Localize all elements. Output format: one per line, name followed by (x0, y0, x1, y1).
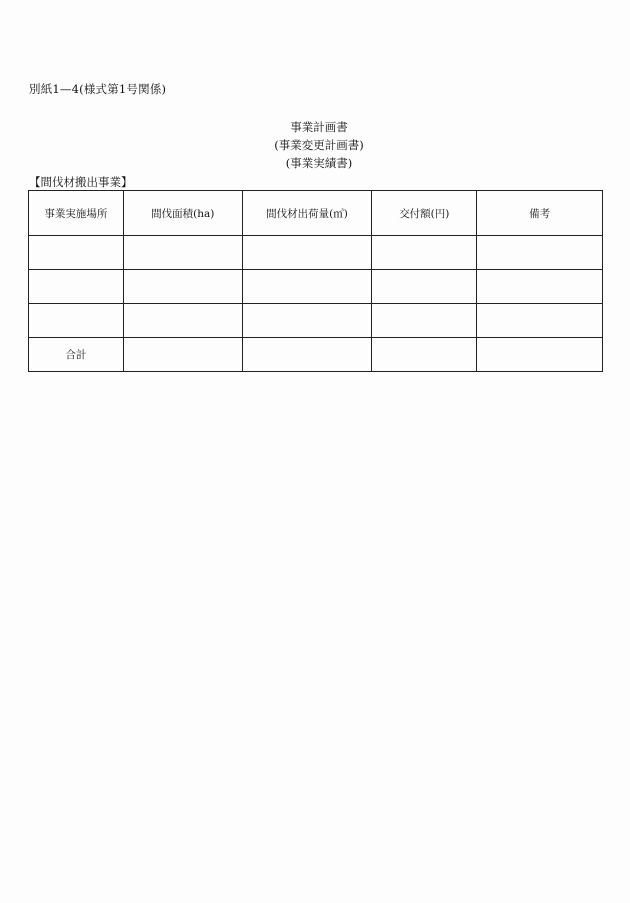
table-cell[interactable] (242, 304, 372, 338)
project-table (28, 190, 603, 372)
header-grant-amount: 交付額(円) (372, 191, 477, 236)
table-row (29, 236, 603, 270)
total-label: 合計 (29, 338, 124, 372)
table-cell[interactable] (29, 270, 124, 304)
form-reference-label: 別紙1—4(様式第1号関係) (29, 82, 167, 96)
table-cell[interactable] (123, 304, 242, 338)
table-cell[interactable] (477, 270, 603, 304)
section-label: 【間伐材搬出事業】 (29, 175, 133, 189)
table-cell[interactable] (477, 236, 603, 270)
table-cell[interactable] (242, 236, 372, 270)
table-cell[interactable] (123, 270, 242, 304)
table-cell[interactable] (29, 304, 124, 338)
table-cell[interactable] (29, 236, 124, 270)
title-change-plan: (事業変更計画書) (274, 138, 364, 152)
table-cell[interactable] (477, 338, 603, 372)
table-cell[interactable] (372, 304, 477, 338)
table-cell[interactable] (123, 236, 242, 270)
header-location: 事業実施場所 (29, 191, 124, 236)
header-timber-shipment: 間伐材出荷量(㎥) (242, 191, 372, 236)
table-cell[interactable] (123, 338, 242, 372)
table-header-row (29, 191, 603, 236)
table-cell[interactable] (477, 304, 603, 338)
table-total-row (29, 338, 603, 372)
title-results: (事業実績書) (285, 156, 353, 170)
table-cell[interactable] (242, 338, 372, 372)
document-titles (0, 118, 630, 172)
table-cell[interactable] (372, 338, 477, 372)
table-row (29, 270, 603, 304)
header-remarks: 備考 (477, 191, 603, 236)
table-cell[interactable] (372, 236, 477, 270)
table-cell[interactable] (372, 270, 477, 304)
title-plan: 事業計画書 (290, 120, 348, 134)
table-row (29, 304, 603, 338)
header-thinning-area: 間伐面積(ha) (123, 191, 242, 236)
table-cell[interactable] (242, 270, 372, 304)
